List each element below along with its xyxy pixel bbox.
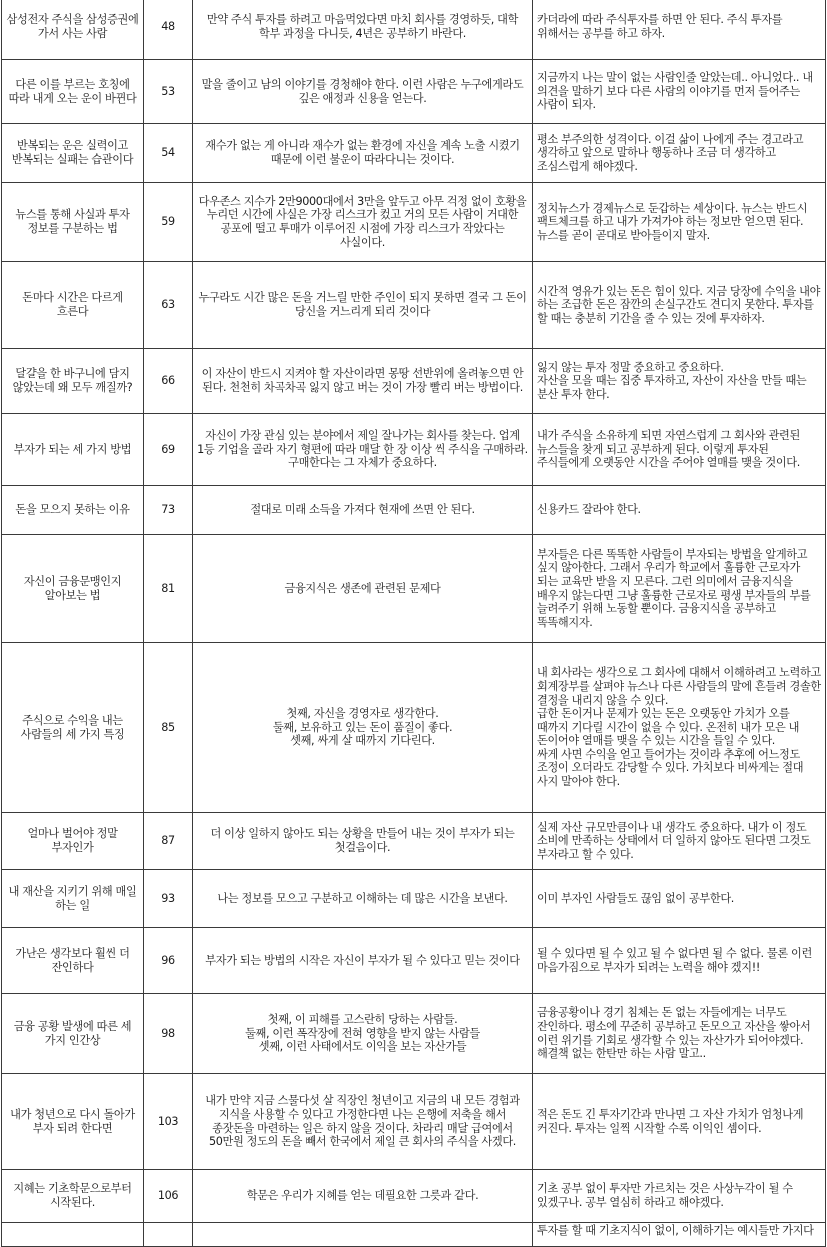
page-number-cell (144, 1223, 193, 1247)
page-number-cell: 63 (144, 262, 193, 349)
note-cell: 내 회사라는 생각으로 그 회사에 대해서 이해하려고 노력하고 회계장부를 살펴야 뉴스나 다른 사람들의 말에 흔들려 경솔한 결정을 내리지 않을 수 있다. 급한 돈이거나 문제가 있는 돈은 오랫동안 가치가 오를 때까지 기다릴 시간이 없을 수 있다. 온전히 내가 모은 내 돈이어야 열매를 맺을 수 있는 시간을 들일 수 있다. 싸게 사면 수익을 얻고 들어가는 것이라 추후에 어느정도 조정이 오더라도 감당할 수 있다. 가치보다 비싸게는 절대 사지 말아야 한다. (533, 643, 826, 813)
note-cell: 적은 돈도 긴 투자기간과 만나면 그 자산 가치가 엄청나게 커진다. 투자는 일찍 시작할 수록 이익인 셈이다. (533, 1074, 826, 1170)
page-number-cell: 54 (144, 124, 193, 183)
topic-cell: 부자가 되는 세 가지 방법 (2, 414, 144, 486)
quote-cell: 금융지식은 생존에 관련된 문제다 (193, 535, 533, 643)
table-row (2, 0, 826, 60)
quote-cell: 누구라도 시간 많은 돈을 거느릴 만한 주인이 되지 못하면 결국 그 돈이 당신을 거느리게 되리 것이다 (193, 262, 533, 349)
topic-cell: 얼마나 벌어야 정말 부자인가 (2, 813, 144, 870)
note-cell: 잃지 않는 투자 정말 중요하고 중요하다. 자산을 모을 때는 집중 투자하고, 자산이 자산을 만들 때는 분산 투자 한다. (533, 349, 826, 414)
note-cell: 금융공황이나 경기 침체는 돈 없는 자들에게는 너무도 잔인하다. 평소에 꾸준히 공부하고 돈모으고 자산을 쌓아서 이런 위기를 기회로 생각할 수 있는 자산가가 되어야겠다. 해결책 없는 한탄만 하는 사람 말고.. (533, 994, 826, 1074)
topic-cell: 반복되는 운은 실력이고 반복되는 실패는 습관이다 (2, 124, 144, 183)
topic-cell: 삼성전자 주식을 삼성증권에 가서 사는 사람 (2, 0, 144, 60)
note-cell: 시간적 영유가 있는 돈은 힘이 있다. 지금 당장에 수익을 내야 하는 조급한 돈은 잠깐의 손실구간도 견디지 못한다. 투자를 할 때는 충분히 기간을 줄 수 있는 것에 투자하자. (533, 262, 826, 349)
topic-cell: 금융 공황 발생에 따른 세 가지 인간상 (2, 994, 144, 1074)
note-cell: 실제 자산 규모만큼이나 내 생각도 중요하다. 내가 이 정도 소비에 만족하는 상태에서 더 일하지 않아도 된다면 그것도 부자라고 할 수 있다. (533, 813, 826, 870)
page-number-cell: 87 (144, 813, 193, 870)
topic-cell: 내 재산을 지키기 위해 매일 하는 일 (2, 870, 144, 928)
table-row (2, 262, 826, 349)
topic-cell: 돈을 모으지 못하는 이유 (2, 486, 144, 535)
note-cell: 신용카드 잘라야 한다. (533, 486, 826, 535)
table-row (2, 928, 826, 994)
quote-cell: 다우존스 지수가 2만9000대에서 3만을 앞두고 아무 걱정 없이 호황을 누리던 시간에 사실은 가장 리스크가 컸고 거의 모든 사람이 거대한 공포에 떨고 투매가 이루어진 시점에 가장 리스크가 작았다는 사실이다. (193, 183, 533, 262)
topic-cell: 돈마다 시간은 다르게 흐른다 (2, 262, 144, 349)
quote-cell: 자신이 가장 관심 있는 분야에서 제일 잘나가는 회사를 찾는다. 업계 1등 기업을 골라 자기 형편에 따라 매달 한 장 이상 씩 주식을 구매하라. 구매한다는 그 자체가 중요하다. (193, 414, 533, 486)
page-number-cell: 66 (144, 349, 193, 414)
note-cell: 부자들은 다른 똑똑한 사람들이 부자되는 방법을 알게하고 싶지 않아한다. 그래서 우리가 학교에서 훌륭한 근로자가 되는 교육만 받을 지 모른다. 그런 의미에서 금융지식을 배우지 않는다면 그냥 훌륭한 근로자로 평생 부자들의 부를 늘려주기 위해 노동할 뿐이다. 금융지식을 공부하고 똑똑해지자. (533, 535, 826, 643)
table-row (2, 813, 826, 870)
table-row (2, 349, 826, 414)
page-number-cell: 73 (144, 486, 193, 535)
page-number-cell: 81 (144, 535, 193, 643)
quote-cell: 내가 만약 지금 스물다섯 살 직장인 청년이고 지금의 내 모든 경험과 지식을 사용할 수 있다고 가정한다면 나는 은행에 저축을 해서 종잣돈을 마련하는 일은 하지 않을 것이다. 차라리 매달 급여에서 50만원 정도의 돈을 빼서 한국에서 제일 큰 회사의 주식을 사겠다. (193, 1074, 533, 1170)
table-row (2, 994, 826, 1074)
table-row (2, 1223, 826, 1247)
topic-cell: 주식으로 수익을 내는 사람들의 세 가지 특징 (2, 643, 144, 813)
reading-notes-table (1, 0, 826, 1247)
topic-cell (2, 1223, 144, 1247)
note-cell: 투자를 할 때 기초지식이 없이, 이해하기는 예시들만 가지다 (533, 1223, 826, 1247)
page-number-cell: 106 (144, 1170, 193, 1223)
note-cell: 내가 주식을 소유하게 되면 자연스럽게 그 회사와 관련된 뉴스들을 찾게 되고 공부하게 된다. 이렇게 투자된 주식들에게 오랫동안 시간을 주어야 열매를 맺을 것이다. (533, 414, 826, 486)
page-number-cell: 85 (144, 643, 193, 813)
page-number-cell: 59 (144, 183, 193, 262)
page-number-cell: 53 (144, 60, 193, 124)
note-cell: 평소 부주의한 성격이다. 이걸 삶이 나에게 주는 경고라고 생각하고 앞으로 말하나 행동하나 조금 더 생각하고 조심스럽게 해야겠다. (533, 124, 826, 183)
topic-cell: 달걀을 한 바구니에 담지 않았는데 왜 모두 깨질까? (2, 349, 144, 414)
quote-cell: 이 자산이 반드시 지켜야 할 자산이라면 몽땅 선반위에 올려놓으면 안 된다. 천천히 차곡차곡 잃지 않고 버는 것이 가장 빨리 버는 방법이다. (193, 349, 533, 414)
topic-cell: 자신이 금융문맹인지 알아보는 법 (2, 535, 144, 643)
table-row (2, 535, 826, 643)
topic-cell: 뉴스를 통해 사실과 투자 정보를 구분하는 법 (2, 183, 144, 262)
page-number-cell: 48 (144, 0, 193, 60)
quote-cell: 학문은 우리가 지혜를 얻는 데필요한 그릇과 같다. (193, 1170, 533, 1223)
note-cell: 정치뉴스가 경제뉴스로 둔갑하는 세상이다. 뉴스는 반드시 팩트체크를 하고 내가 가져가야 하는 정보만 얻으면 된다. 뉴스를 곧이 곧대로 받아들이지 말자. (533, 183, 826, 262)
quote-cell: 나는 정보를 모으고 구분하고 이해하는 데 많은 시간을 보낸다. (193, 870, 533, 928)
topic-cell: 다른 이를 부르는 호칭에 따라 내게 오는 운이 바뀐다 (2, 60, 144, 124)
table-row (2, 486, 826, 535)
table-row (2, 124, 826, 183)
page-number-cell: 93 (144, 870, 193, 928)
note-cell: 지금까지 나는 말이 없는 사람인줄 알았는데.. 아니었다.. 내 의견을 말하기 보다 다른 사람의 이야기를 먼저 들어주는 사람이 되자. (533, 60, 826, 124)
table-row (2, 183, 826, 262)
topic-cell: 지혜는 기초학문으로부터 시작된다. (2, 1170, 144, 1223)
quote-cell: 말을 줄이고 남의 이야기를 경청해야 한다. 이런 사람은 누구에게라도 깊은 애정과 신용을 얻는다. (193, 60, 533, 124)
quote-cell: 첫째, 이 피해를 고스란히 당하는 사람들. 둘째, 이런 폭작장에 전혀 영향을 받지 않는 사람들 셋째, 이런 사태에서도 이익을 보는 자산가들 (193, 994, 533, 1074)
quote-cell: 더 이상 일하지 않아도 되는 상황을 만들어 내는 것이 부자가 되는 첫걸음이다. (193, 813, 533, 870)
page-number-cell: 69 (144, 414, 193, 486)
table-row (2, 414, 826, 486)
note-cell: 카더라에 따라 주식투자를 하면 안 된다. 주식 투자를 위해서는 공부를 하고 하자. (533, 0, 826, 60)
topic-cell: 가난은 생각보다 훨씬 더 잔인하다 (2, 928, 144, 994)
quote-cell: 첫째, 자신을 경영자로 생각한다. 둘째, 보유하고 있는 돈이 품질이 좋다. 셋째, 싸게 살 때까지 기다린다. (193, 643, 533, 813)
topic-cell: 내가 청년으로 다시 돌아가 부자 되려 한다면 (2, 1074, 144, 1170)
page-number-cell: 103 (144, 1074, 193, 1170)
page-number-cell: 98 (144, 994, 193, 1074)
quote-cell: 만약 주식 투자를 하려고 마음먹었다면 마치 회사를 경영하듯, 대학 학부 과정을 다니듯, 4년은 공부하기 바란다. (193, 0, 533, 60)
table-row (2, 643, 826, 813)
quote-cell: 부자가 되는 방법의 시작은 자신이 부자가 될 수 있다고 믿는 것이다 (193, 928, 533, 994)
table-row (2, 1074, 826, 1170)
note-cell: 될 수 있다면 될 수 있고 될 수 없다면 될 수 없다. 물론 이런 마음가짐으로 부자가 되려는 노력을 해야 겠지!! (533, 928, 826, 994)
note-cell: 이미 부자인 사람들도 끊임 없이 공부한다. (533, 870, 826, 928)
table-row (2, 870, 826, 928)
table-row (2, 60, 826, 124)
note-cell: 기초 공부 없이 투자만 가르치는 것은 사상누각이 될 수 있겠구나. 공부 열심히 하라고 해야겠다. (533, 1170, 826, 1223)
page-number-cell: 96 (144, 928, 193, 994)
quote-cell: 절대로 미래 소득을 가져다 현재에 쓰면 안 된다. (193, 486, 533, 535)
table-row (2, 1170, 826, 1223)
quote-cell: 재수가 없는 게 아니라 재수가 없는 환경에 자신을 계속 노출 시켰기 때문에 이런 불운이 따라다니는 것이다. (193, 124, 533, 183)
quote-cell (193, 1223, 533, 1247)
